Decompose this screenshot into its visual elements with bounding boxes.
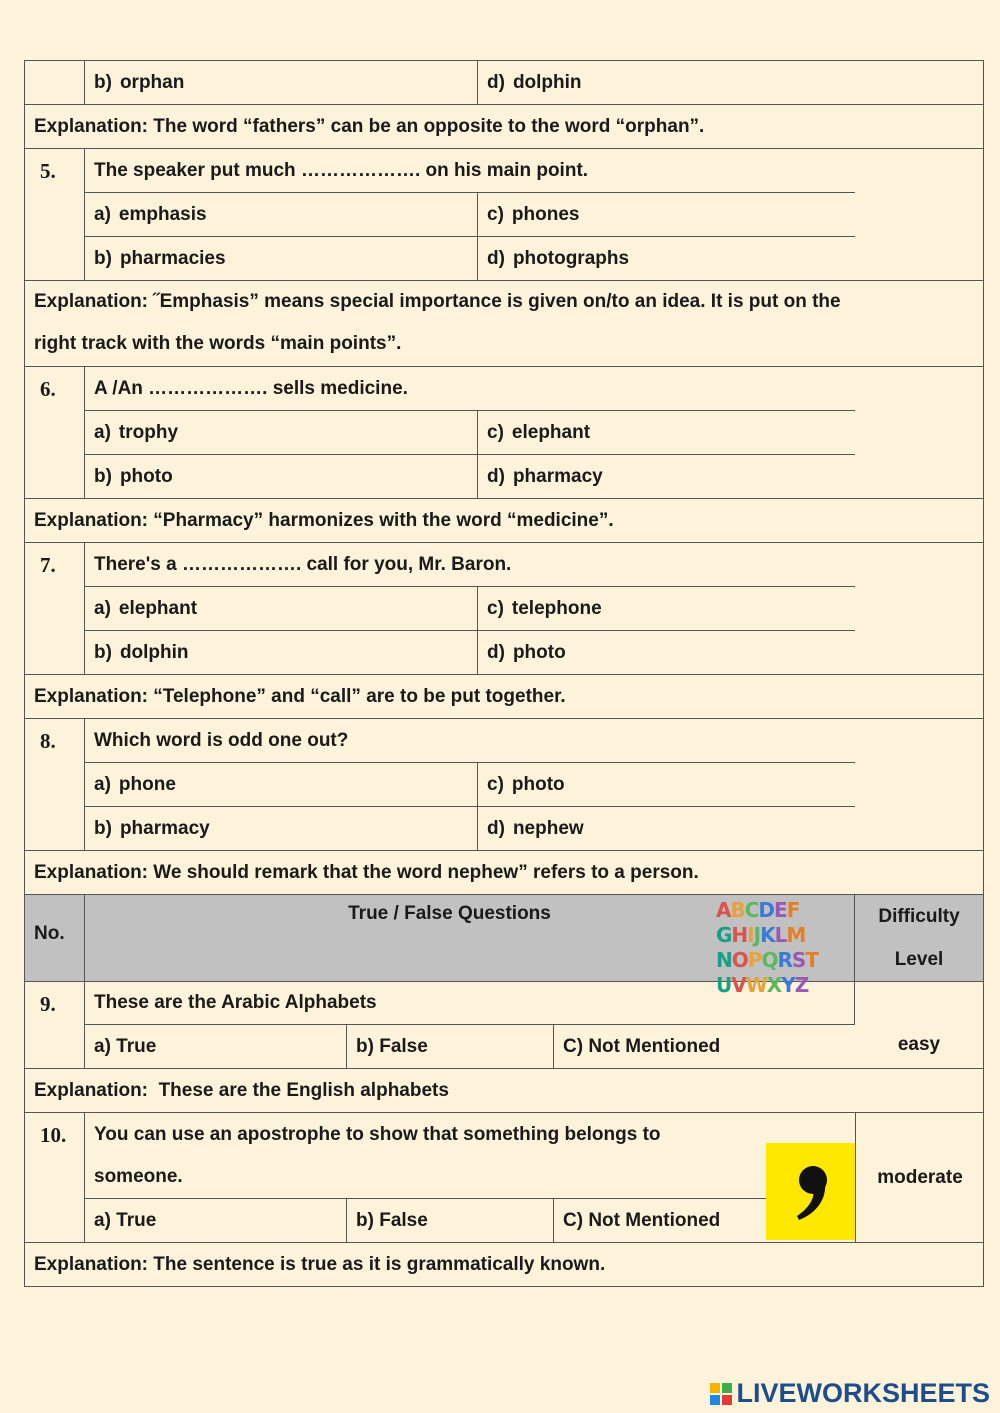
option-a: a) emphasis (85, 193, 478, 236)
option-true: a) True (85, 1199, 347, 1242)
difficulty-level: moderate (855, 1113, 984, 1242)
question-text-line2: someone. (85, 1156, 855, 1199)
alphabet-letter: I (747, 923, 754, 947)
option-b: b) pharmacies (85, 237, 478, 280)
alphabet-letter: K (760, 923, 775, 947)
option-c: c) telephone (487, 597, 602, 619)
alphabet-letter: L (774, 923, 787, 947)
option-c: c) elephant (487, 421, 591, 443)
option-b: b) photo (85, 455, 478, 498)
logo-square (722, 1395, 732, 1405)
alphabet-letter: V (731, 973, 746, 997)
alphabet-letter: C (744, 898, 759, 922)
option-b: b) dolphin (85, 631, 478, 674)
option-d: d) photo (487, 641, 566, 663)
question-8 (25, 719, 983, 851)
true-false-header (25, 895, 983, 982)
question-number: 10. (25, 1113, 85, 1242)
option-true: a) True (85, 1025, 347, 1068)
question-10-explanation: Explanation: The sentence is true as it is grammatically known. (34, 1254, 606, 1275)
logo-square (710, 1383, 720, 1393)
alphabet-letter: E (774, 898, 787, 922)
option-a: a) trophy (85, 411, 478, 454)
alphabet-letter: T (805, 948, 818, 972)
option-c: c) photo (487, 773, 565, 795)
alphabet-letter: M (786, 923, 806, 947)
liveworksheets-logo (710, 1378, 990, 1409)
question-number: 6. (25, 367, 85, 498)
option-not-mentioned: C) Not Mentioned (563, 1209, 721, 1231)
question-9 (25, 982, 983, 1069)
option-d: d) nephew (487, 817, 584, 839)
option-b: b) pharmacy (85, 807, 478, 850)
alphabet-letter: X (766, 973, 782, 997)
alphabet-letter: Q (761, 948, 778, 972)
alphabet-letter: J (753, 923, 761, 947)
question-4-options (25, 61, 983, 105)
option-c: c) phones (487, 203, 580, 225)
option-d: d) dolphin (487, 71, 582, 93)
logo-square (710, 1395, 720, 1405)
option-a: a) elephant (85, 587, 478, 630)
option-d: d) pharmacy (487, 465, 603, 487)
alphabet-letter: S (791, 948, 806, 972)
option-false: b) False (347, 1199, 554, 1242)
question-5-explanation: Explanation: ˝Emphasis” means special importance is given on/to an idea. It is put on the right track with the words “main points”. (25, 281, 983, 367)
question-number: 5. (25, 149, 85, 280)
header-no: No. (25, 895, 85, 981)
option-b: b) orphan (85, 61, 478, 104)
header-title: True / False Questions (85, 895, 855, 981)
question-number: 9. (25, 982, 85, 1068)
alphabet-letter: D (758, 898, 775, 922)
question-7 (25, 543, 983, 675)
question-number: 7. (25, 543, 85, 674)
question-8-explanation: Explanation: We should remark that the word nephew” refers to a person. (25, 851, 983, 895)
question-text: The speaker put much ………………. on his main point. (94, 159, 589, 181)
question-text: A /An ………………. sells medicine. (94, 377, 408, 399)
logo-text: LIVEWORKSHEETS (736, 1378, 990, 1408)
comma-icon (791, 1162, 831, 1222)
option-a: a) phone (85, 763, 478, 806)
logo-square (722, 1383, 732, 1393)
difficulty-level: easy (897, 1034, 941, 1055)
worksheet-table (24, 60, 984, 1287)
alphabet-letter: P (747, 948, 762, 972)
question-5 (25, 149, 983, 281)
alphabet-letter: H (731, 923, 748, 947)
alphabet-letter: Y (781, 973, 795, 997)
question-number-cell (25, 61, 85, 104)
question-text: These are the Arabic Alphabets (85, 982, 855, 1025)
comma-image (766, 1143, 855, 1240)
alphabet-letter: B (730, 898, 745, 922)
option-not-mentioned: C) Not Mentioned (563, 1035, 721, 1057)
alphabet-letter: Z (794, 973, 809, 997)
alphabet-letter: U (716, 973, 732, 997)
option-d: d) photographs (487, 247, 630, 269)
alphabet-letter: O (731, 948, 748, 972)
alphabet-letter: N (716, 948, 732, 972)
alphabet-letter: A (716, 898, 731, 922)
alphabet-letter: F (786, 898, 800, 922)
question-number: 8. (25, 719, 85, 850)
question-6 (25, 367, 983, 499)
alphabet-letter: G (716, 923, 732, 947)
question-6-explanation: Explanation: “Pharmacy” harmonizes with the word “medicine”. (25, 499, 983, 543)
logo-icon (710, 1383, 732, 1405)
alphabet-letter: W (745, 973, 767, 997)
question-9-explanation: Explanation: These are the English alphabets (25, 1069, 983, 1113)
question-text: Which word is odd one out? (94, 729, 349, 751)
header-difficulty: Difficulty Level (878, 906, 960, 970)
option-false: b) False (347, 1025, 554, 1068)
question-7-explanation: Explanation: “Telephone” and “call” are to be put together. (25, 675, 983, 719)
question-4-explanation: Explanation: The word “fathers” can be an opposite to the word “orphan”. (25, 105, 983, 149)
question-text-line1: You can use an apostrophe to show that something belongs to (94, 1123, 661, 1145)
alphabet-letter: R (777, 948, 792, 972)
question-text: There's a ………………. call for you, Mr. Baron. (94, 553, 512, 575)
